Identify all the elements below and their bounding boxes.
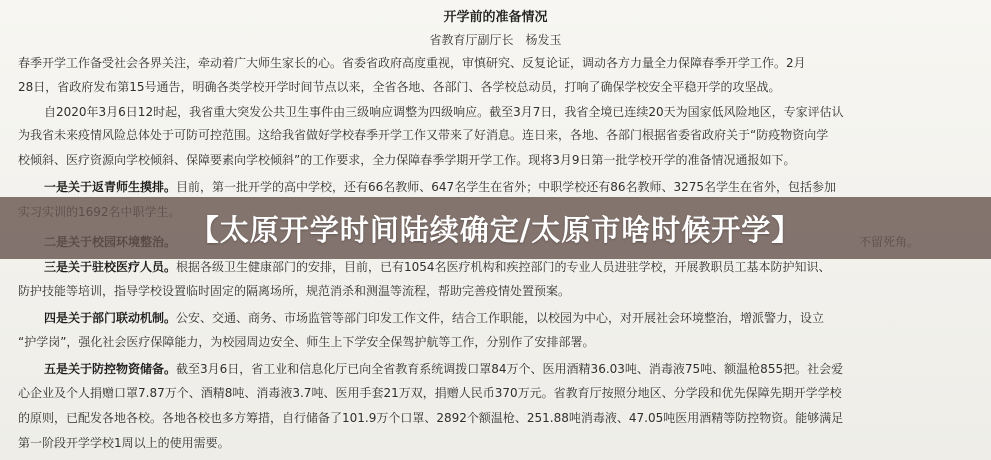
- paragraph-line: [44, 179, 978, 196]
- paragraph-line: 为我省未来疫情风险总体处于可防可控范围。这给我省做好学校春季开学工作又带来了好消息。连日来，各地、各部门根据省委省政府关于“防疫物资向学: [18, 128, 829, 142]
- paragraph-line: 第一阶段开学学校1周以上的使用需要。: [18, 436, 230, 450]
- document-author: 省教育厅副厅长 杨发玉: [429, 33, 562, 47]
- section-heading: 四是关于部门联动机制。: [44, 311, 177, 325]
- section-heading: 五是关于防控物资储备。: [44, 362, 177, 376]
- section-text: 公安、交通、商务、市场监管等部门印发工作文件，结合工作职能，以校园为中心，对开展社会环境整治，增派警力，设立: [176, 311, 825, 325]
- banner-title: 【太原开学时间陆续确定/太原市啥时候开学】: [189, 212, 802, 247]
- section-text: 目前，第一批开学的高中学校，还有66名教师、647名学生在省外；中职学校还有86名教师、3275名学生在省外，包括参加: [176, 180, 837, 194]
- paragraph-line: 校倾斜、医疗资源向学校倾斜、保障要素向学校倾斜”的工作要求，全力保障春季学期开学工作。现将3月9日第一批学校开学的准备情况通报如下。: [18, 153, 796, 167]
- paragraph-line: 的原则，已配发各地各校。各地各校也多方筹措，自行储备了101.9万个口罩、2892个额温枪、251.88吨消毒液、47.05吨医用酒精等防控物资。能够满足: [18, 411, 844, 425]
- section-text: 根据各级卫生健康部门的安排，目前，已有1054名医疗机构和疾控部门的专业人员进驻学校，开展教职员工基本防护知识、: [176, 260, 831, 274]
- paragraph-line: 春季开学工作备受社会各界关注，牵动着广大师生家长的心。省委省政府高度重视，审慎研究、反复论证，调动各方力量全力保障春季开学工作。2月: [18, 56, 806, 70]
- paragraph-line: 28日，省政府发布第15号通告，明确各类学校开学时间节点以来，全省各地、各部门、各学校总动员，打响了确保学校安全平稳开学的攻坚战。: [18, 80, 781, 94]
- paragraph-line: [44, 259, 978, 276]
- section-heading: 一是关于返青师生摸排。: [44, 180, 177, 194]
- paragraph-line: “护学岗”，强化社会医疗保障能力，为校园周边安全、师生上下学安全保驾护航等工作，分别作了安排部署。: [18, 335, 595, 349]
- document-title: 开学前的准备情况: [443, 10, 548, 25]
- paragraph-line: 防护技能等培训，指导学校设置临时固定的隔离场所，规范消杀和测温等流程，帮助完善疫情处置预案。: [18, 284, 571, 298]
- paragraph-line: [44, 310, 978, 327]
- paragraph-line: 心企业及个人捐赠口罩7.87万个、酒精8吨、消毒液3.7吨、医用手套21万双，捐赠人民币370万元。省教育厅按照分地区、分学段和优先保障先期开学学校: [18, 386, 842, 400]
- paragraph-line: 自2020年3月6日12时起，我省重大突发公共卫生事件由三级响应调整为四级响应。截至3月7日，我省全境已连续20天为国家低风险地区，专家评估认: [44, 105, 844, 119]
- section-text: 截至3月6日，省工业和信息化厅已向全省教育系统调拨口罩84万个、医用酒精36.03吨、消毒液75吨、额温枪855把。社会爱: [176, 362, 844, 376]
- section-heading: 三是关于驻校医疗人员。: [44, 260, 177, 274]
- paragraph-line: [44, 361, 978, 378]
